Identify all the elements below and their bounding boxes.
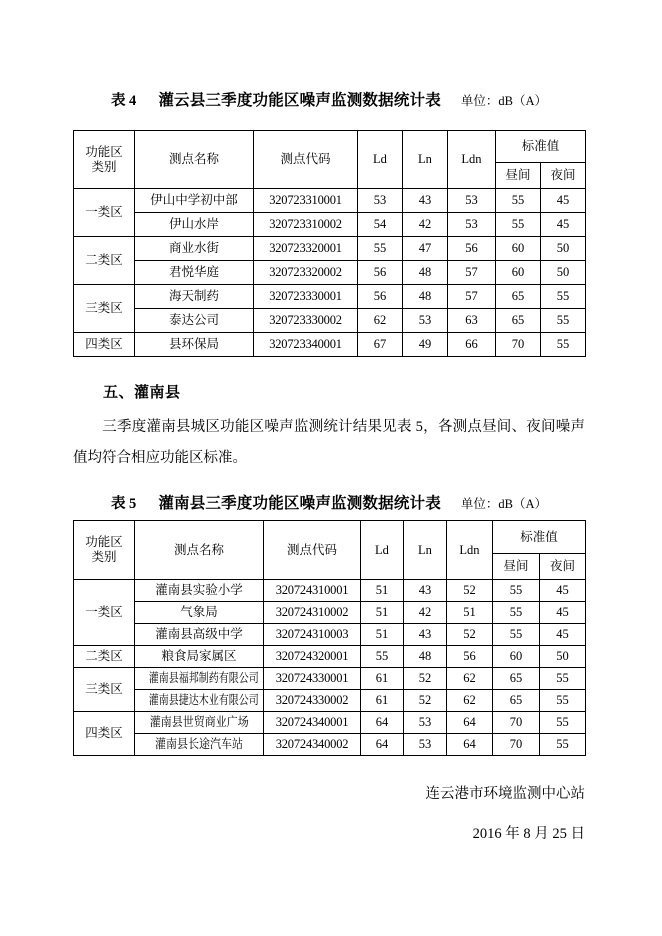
table5-std-night: 55	[540, 712, 586, 734]
table5-ldn: 64	[447, 734, 493, 756]
table5-std-night: 45	[540, 602, 586, 624]
paragraph-text: 三季度灌南县城区功能区噪声监测统计结果见表 5，各测点昼间、夜间噪声值均符合相应功能区标准。	[73, 419, 585, 466]
table4-site-code: 320723330002	[254, 309, 358, 333]
table4-body	[74, 189, 586, 357]
table5-std-night: 55	[540, 690, 586, 712]
table4-ld: 54	[358, 213, 403, 237]
table5-ln: 42	[404, 602, 447, 624]
table4-std-day: 65	[496, 309, 541, 333]
table5-ld: 64	[361, 712, 404, 734]
footer-date	[73, 822, 585, 843]
table4-site-code: 320723310002	[254, 213, 358, 237]
table4-category-cell: 四类区	[74, 333, 135, 357]
table4-ln: 42	[403, 213, 448, 237]
table-row	[74, 580, 586, 602]
table5-ldn: 62	[447, 668, 493, 690]
table5-ldn: 56	[447, 646, 493, 668]
table-row	[74, 712, 586, 734]
table4-header-site-code: 测点代码	[254, 131, 358, 189]
table5-site-code: 320724320001	[264, 646, 361, 668]
table5-caption	[73, 491, 585, 513]
table-row	[74, 261, 586, 285]
table4-category-cell: 二类区	[74, 237, 135, 285]
table4-ln: 48	[403, 261, 448, 285]
table5-site-code: 320724340001	[264, 712, 361, 734]
table4-caption	[73, 88, 585, 110]
table4-caption-unit: 单位：dB（A）	[460, 94, 548, 108]
table5-ldn: 62	[447, 690, 493, 712]
table5-ld: 61	[361, 690, 404, 712]
table5-ln: 53	[404, 712, 447, 734]
table4-ldn: 56	[448, 237, 496, 261]
table4-caption-number: 表 4	[110, 93, 137, 109]
table4-site-name: 海天制药	[135, 285, 254, 309]
table5-ldn: 64	[447, 712, 493, 734]
table4-header-site-name: 测点名称	[135, 131, 254, 189]
table4-std-night: 50	[541, 261, 586, 285]
table4-ln: 53	[403, 309, 448, 333]
table-row	[74, 237, 586, 261]
table5-ld: 64	[361, 734, 404, 756]
table4-site-code: 320723340001	[254, 333, 358, 357]
table5-std-night: 50	[540, 646, 586, 668]
table4-ld: 67	[358, 333, 403, 357]
table4-category-cell: 三类区	[74, 285, 135, 333]
table5-header-category-line2: 类别	[91, 550, 117, 564]
table5-std-day: 55	[493, 580, 540, 602]
table4-std-night: 45	[541, 213, 586, 237]
table5-ln: 43	[404, 580, 447, 602]
table5-ln: 52	[404, 668, 447, 690]
table5-site-name	[135, 690, 264, 712]
table5-ln: 53	[404, 734, 447, 756]
table5-std-day: 55	[493, 624, 540, 646]
table-row	[74, 602, 586, 624]
table5-header-night: 夜间	[540, 554, 586, 580]
table4-site-code: 320723330001	[254, 285, 358, 309]
table5-std-day: 60	[493, 646, 540, 668]
table4-ldn: 57	[448, 261, 496, 285]
table4-site-name: 伊山中学初中部	[135, 189, 254, 213]
table4-site-name: 君悦华庭	[135, 261, 254, 285]
table5-site-name-text: 灌南县长途汽车站	[154, 737, 243, 752]
table5-header-ldn: Ldn	[447, 521, 493, 580]
table5-header-ld: Ld	[361, 521, 404, 580]
table4-noise-data	[73, 130, 586, 357]
table5-ldn: 52	[447, 624, 493, 646]
table5-site-name: 粮食局家属区	[135, 646, 264, 668]
table5-header-daytime: 昼间	[493, 554, 540, 580]
table4-std-day: 55	[496, 213, 541, 237]
table4-ldn: 66	[448, 333, 496, 357]
table5-site-code: 320724310003	[264, 624, 361, 646]
section-paragraph	[73, 412, 585, 474]
table5-caption-number: 表 5	[110, 496, 137, 512]
table5-site-code: 320724330002	[264, 690, 361, 712]
table4-ld: 56	[358, 261, 403, 285]
table5-ld: 51	[361, 580, 404, 602]
table4-std-day: 60	[496, 261, 541, 285]
table4-header-row-1	[74, 131, 586, 163]
table5-site-name-text: 灌南县福邦制药有限公司	[148, 671, 259, 686]
table4-site-name: 商业水街	[135, 237, 254, 261]
table4-ln: 48	[403, 285, 448, 309]
table4-site-name: 伊山水岸	[135, 213, 254, 237]
table5-category-cell: 三类区	[74, 668, 135, 712]
table5-caption-title: 灌南县三季度功能区噪声监测数据统计表	[158, 495, 441, 512]
table5-header-category	[74, 521, 135, 580]
table4-ld: 55	[358, 237, 403, 261]
table5-category-cell: 四类区	[74, 712, 135, 756]
table5-header-standard: 标准值	[493, 521, 586, 554]
table4-std-day: 55	[496, 189, 541, 213]
table5-site-name-text: 灌南县世贸商业广场	[149, 715, 249, 730]
table5-header-site-name: 测点名称	[135, 521, 264, 580]
table5-site-code: 320724340002	[264, 734, 361, 756]
table4-ldn: 53	[448, 213, 496, 237]
table5-site-name	[135, 668, 264, 690]
table-row	[74, 213, 586, 237]
table5-ld: 55	[361, 646, 404, 668]
table4-site-name: 泰达公司	[135, 309, 254, 333]
table4-header-category	[74, 131, 135, 189]
table4-std-night: 55	[541, 333, 586, 357]
table4-std-day: 60	[496, 237, 541, 261]
table5-site-code: 320724310001	[264, 580, 361, 602]
section-heading-guannan	[103, 381, 181, 402]
table4-std-day: 65	[496, 285, 541, 309]
table5-site-name-text: 灌南县捷达木业有限公司	[148, 693, 259, 708]
table4-header-daytime: 昼间	[496, 163, 541, 189]
table4-site-name: 县环保局	[135, 333, 254, 357]
table-row	[74, 668, 586, 690]
table5-site-name	[135, 734, 264, 756]
table5-std-night: 55	[540, 734, 586, 756]
table5-category-cell: 二类区	[74, 646, 135, 668]
table4-site-code: 320723310001	[254, 189, 358, 213]
table5-site-code: 320724330001	[264, 668, 361, 690]
table5-std-day: 65	[493, 668, 540, 690]
table5-site-name: 气象局	[135, 602, 264, 624]
footer-organization	[73, 782, 585, 803]
table5-std-day: 70	[493, 734, 540, 756]
table5-caption-unit: 单位：dB（A）	[460, 497, 548, 511]
table4-header-ldn: Ldn	[448, 131, 496, 189]
table5-ld: 51	[361, 602, 404, 624]
table5-std-day: 70	[493, 712, 540, 734]
table5-ld: 61	[361, 668, 404, 690]
table4-ln: 47	[403, 237, 448, 261]
table5-ln: 43	[404, 624, 447, 646]
table4-header-standard: 标准值	[496, 131, 586, 163]
table4-header-category-line2: 类别	[91, 159, 117, 174]
table-row	[74, 285, 586, 309]
table5-site-name: 灌南县高级中学	[135, 624, 264, 646]
table4-ld: 62	[358, 309, 403, 333]
table4-site-code: 320723320001	[254, 237, 358, 261]
table5-ldn: 51	[447, 602, 493, 624]
table-row	[74, 333, 586, 357]
table5-category-cell: 一类区	[74, 580, 135, 646]
table4-header-ld: Ld	[358, 131, 403, 189]
table5-ln: 52	[404, 690, 447, 712]
table4-header-night: 夜间	[541, 163, 586, 189]
table5-noise-data	[73, 520, 586, 756]
table5-ln: 48	[404, 646, 447, 668]
footer-date-text: 2016 年 8 月 25 日	[472, 826, 585, 842]
table4-std-night: 45	[541, 189, 586, 213]
table5-ld: 51	[361, 624, 404, 646]
table5-header-row-1	[74, 521, 586, 554]
table4-caption-title: 灌云县三季度功能区噪声监测数据统计表	[158, 92, 441, 109]
table4-ldn: 57	[448, 285, 496, 309]
table5-header-category-line1: 功能区	[85, 535, 123, 550]
table5-std-day: 55	[493, 602, 540, 624]
table-row	[74, 646, 586, 668]
table5-std-night: 55	[540, 668, 586, 690]
table4-ldn: 63	[448, 309, 496, 333]
table5-std-night: 45	[540, 580, 586, 602]
table4-category-cell: 一类区	[74, 189, 135, 237]
table5-std-night: 45	[540, 624, 586, 646]
table4-std-day: 70	[496, 333, 541, 357]
table4-header-category-line1: 功能区	[85, 144, 123, 159]
section-heading-text: 五、灌南县	[103, 385, 181, 401]
table5-site-name	[135, 712, 264, 734]
table5-body	[74, 580, 586, 756]
table4-ldn: 53	[448, 189, 496, 213]
table4-ld: 53	[358, 189, 403, 213]
table4-ln: 49	[403, 333, 448, 357]
table-row	[74, 189, 586, 213]
table-row	[74, 624, 586, 646]
table-row	[74, 690, 586, 712]
table4-std-night: 55	[541, 285, 586, 309]
table4-std-night: 55	[541, 309, 586, 333]
table5-site-name: 灌南县实验小学	[135, 580, 264, 602]
table4-ln: 43	[403, 189, 448, 213]
table5-std-day: 65	[493, 690, 540, 712]
table4-site-code: 320723320002	[254, 261, 358, 285]
table-row	[74, 734, 586, 756]
table-row	[74, 309, 586, 333]
footer-organization-text: 连云港市环境监测中心站	[425, 786, 585, 802]
table5-ldn: 52	[447, 580, 493, 602]
table4-ld: 56	[358, 285, 403, 309]
table5-site-code: 320724310002	[264, 602, 361, 624]
table5-header-ln: Ln	[404, 521, 447, 580]
table4-std-night: 50	[541, 237, 586, 261]
table4-header-ln: Ln	[403, 131, 448, 189]
table5-header-site-code: 测点代码	[264, 521, 361, 580]
